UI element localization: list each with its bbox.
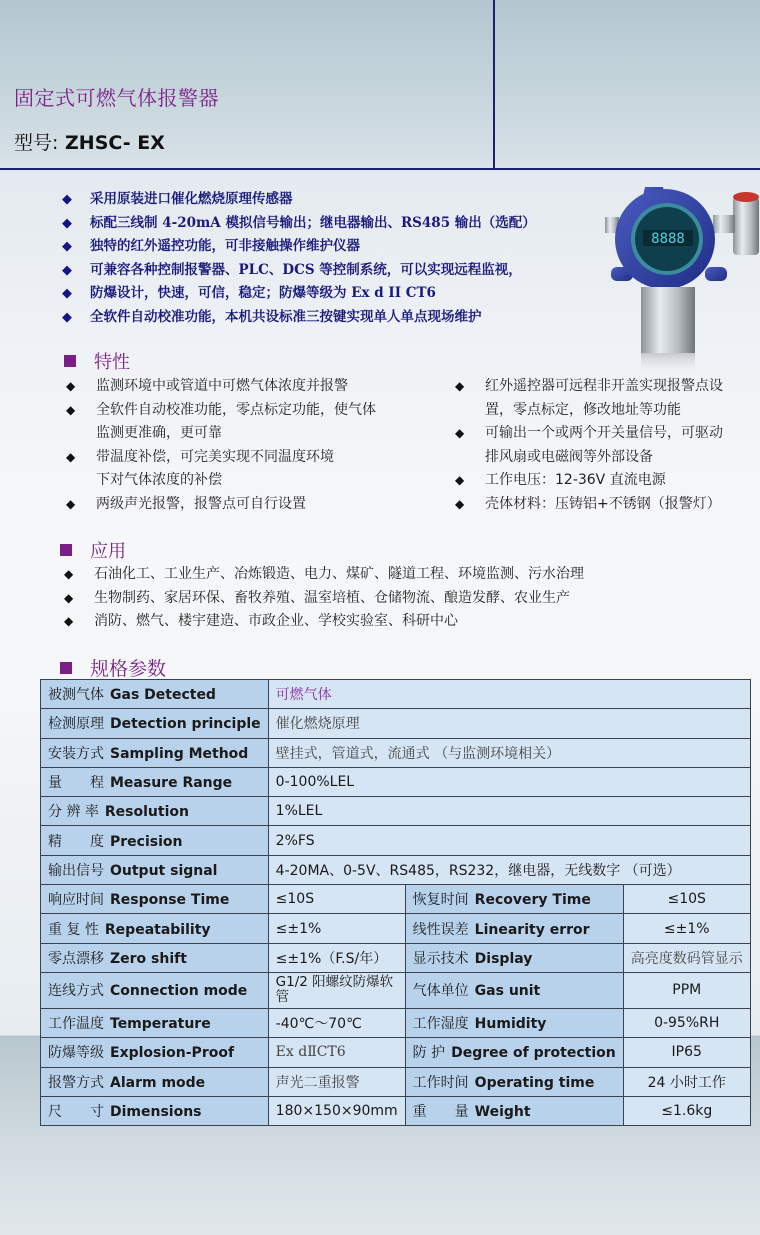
diamond-bullet-icon: ◆ [455, 496, 465, 511]
table-row [41, 709, 751, 738]
table-row [41, 885, 751, 914]
list-item: ◆ 防爆设计，快速，可信，稳定；防爆等级为 Ex d II CT6 [62, 282, 536, 306]
spec-label: 工作时间 Operating time [405, 1067, 623, 1096]
spec-value: ≤±1%（F.S/年） [268, 943, 405, 972]
spec-label: 线性误差 Linearity error [405, 914, 623, 943]
spec-value: 壁挂式，管道式，流通式 （与监测环境相关） [268, 738, 750, 767]
list-item: ◆ 监测环境中或管道中可燃气体浓度并报警 [66, 375, 376, 399]
spec-label: 防爆等级 Explosion-Proof [41, 1038, 269, 1067]
diamond-bullet-icon: ◆ [66, 449, 76, 464]
spec-value: ≤10S [623, 885, 750, 914]
list-item: ◆ 带温度补偿，可完美实现不同温度环境 下对气体浓度的补偿 [66, 446, 376, 493]
table-row [41, 1067, 751, 1096]
features-list-right [455, 375, 723, 516]
spec-value: 可燃气体 [268, 680, 750, 709]
sensor-probe [641, 287, 695, 353]
spec-label: 响应时间 Response Time [41, 885, 269, 914]
list-item: ◆ 全软件自动校准功能，零点标定功能，使气体 监测更准确，更可靠 [66, 399, 376, 446]
spec-value: PPM [623, 972, 750, 1008]
section-heading-applications: 应用 [60, 537, 126, 563]
spec-value: 高亮度数码管显示 [623, 943, 750, 972]
list-item: ◆ 红外遥控器可远程非开盖实现报警点设 置，零点标定，修改地址等功能 [455, 375, 723, 422]
section-square-icon [60, 662, 72, 674]
model-label: 型号: [14, 132, 59, 154]
spec-value: ≤10S [268, 885, 405, 914]
list-item: ◆ 可兼容各种控制报警器、PLC、DCS 等控制系统，可以实现远程监视， [62, 259, 536, 283]
table-row [41, 972, 751, 1008]
spec-label: 气体单位 Gas unit [405, 972, 623, 1008]
diamond-bullet-icon: ◆ [455, 426, 465, 440]
list-item: ◆ 采用原装进口催化燃烧原理传感器 [62, 188, 536, 212]
diamond-bullet-icon: ◆ [62, 192, 72, 207]
diamond-bullet-icon: ◆ [62, 215, 72, 231]
spec-label: 防 护 Degree of protection [405, 1038, 623, 1067]
spec-value: IP65 [623, 1038, 750, 1067]
diamond-bullet-icon: ◆ [62, 309, 72, 325]
diamond-bullet-icon: ◆ [66, 379, 76, 393]
table-row [41, 680, 751, 709]
section-square-icon [64, 355, 76, 367]
diamond-bullet-icon: ◆ [62, 239, 72, 254]
spec-label: 安装方式 Sampling Method [41, 738, 269, 767]
spec-value: 24 小时工作 [623, 1067, 750, 1096]
list-item: ◆ 生物制药、家居环保、畜牧养殖、温室培植、仓储物流、酿造发酵、农业生产 [64, 587, 584, 611]
spec-value: 催化燃烧原理 [268, 709, 750, 738]
diamond-bullet-icon: ◆ [64, 614, 74, 628]
spec-label: 重 量 Weight [405, 1096, 623, 1125]
spec-label: 检测原理 Detection principle [41, 709, 269, 738]
spec-value: 0-100%LEL [268, 767, 750, 796]
diamond-bullet-icon: ◆ [66, 402, 76, 417]
spec-table [40, 679, 751, 1126]
section-square-icon [60, 544, 72, 556]
table-row [41, 767, 751, 796]
header-horizontal-rule [0, 168, 760, 170]
spec-value: -40℃～70℃ [268, 1008, 405, 1037]
spec-label: 连线方式 Connection mode [41, 972, 269, 1008]
diamond-bullet-icon: ◆ [455, 379, 465, 393]
spec-label: 工作湿度 Humidity [405, 1008, 623, 1037]
page-title: 固定式可燃气体报警器 [14, 86, 219, 110]
diamond-bullet-icon: ◆ [64, 567, 74, 581]
list-item: ◆ 工作电压：12-36V 直流电源 [455, 469, 723, 493]
spec-label: 报警方式 Alarm mode [41, 1067, 269, 1096]
list-item: ◆ 两级声光报警，报警点可自行设置 [66, 493, 376, 517]
spec-value: ≤±1% [268, 914, 405, 943]
spec-label: 输出信号 Output signal [41, 855, 269, 884]
spec-value: 2%FS [268, 826, 750, 855]
table-row [41, 855, 751, 884]
spec-label: 被测气体 Gas Detected [41, 680, 269, 709]
model-value: ZHSC- EX [58, 132, 165, 154]
diamond-bullet-icon: ◆ [455, 473, 465, 487]
spec-label: 精 度 Precision [41, 826, 269, 855]
table-row [41, 1008, 751, 1037]
table-row [41, 914, 751, 943]
diamond-bullet-icon: ◆ [62, 286, 72, 301]
table-row [41, 826, 751, 855]
spec-value: 1%LEL [268, 797, 750, 826]
display-readout: 8888 [651, 231, 685, 247]
spec-value: 180×150×90mm [268, 1096, 405, 1125]
list-item: ◆ 标配三线制 4-20mA 模拟信号输出；继电器输出、RS485 输出（选配） [62, 212, 536, 236]
spec-label: 恢复时间 Recovery Time [405, 885, 623, 914]
spec-value: 0-95%RH [623, 1008, 750, 1037]
list-item: ◆ 壳体材料：压铸铝+不锈钢（报警灯） [455, 493, 723, 517]
table-row [41, 1038, 751, 1067]
spec-value: ≤1.6kg [623, 1096, 750, 1125]
spec-value: 4-20MA、0-5V、RS485，RS232，继电器，无线数字 （可选） [268, 855, 750, 884]
applications-list [64, 563, 584, 634]
diamond-bullet-icon: ◆ [66, 496, 76, 511]
table-row [41, 1096, 751, 1125]
intro-bullet-list [62, 188, 536, 329]
section-heading-specs: 规格参数 [60, 654, 166, 681]
spec-value: ≤±1% [623, 914, 750, 943]
list-item: ◆ 可输出一个或两个开关量信号，可驱动 排风扇或电磁阀等外部设备 [455, 422, 723, 469]
spec-label: 分 辨 率 Resolution [41, 797, 269, 826]
spec-label: 工作温度 Temperature [41, 1008, 269, 1037]
table-row [41, 797, 751, 826]
table-row [41, 738, 751, 767]
model-number [14, 128, 165, 155]
list-item: ◆ 全软件自动校准功能，本机共设标准三按键实现单人单点现场维护 [62, 306, 536, 330]
spec-label: 显示技术 Display [405, 943, 623, 972]
spec-label: 量 程 Measure Range [41, 767, 269, 796]
spec-label: 零点漂移 Zero shift [41, 943, 269, 972]
diamond-bullet-icon: ◆ [64, 590, 74, 605]
features-list-left [66, 375, 376, 516]
spec-label: 重 复 性 Repeatability [41, 914, 269, 943]
list-item: ◆ 石油化工、工业生产、冶炼锻造、电力、煤矿、隧道工程、环境监测、污水治理 [64, 563, 584, 587]
list-item: ◆ 独特的红外遥控功能，可非接触操作维护仪器 [62, 235, 536, 259]
product-image [605, 175, 760, 380]
header-vertical-rule [493, 0, 495, 170]
section-heading-features: 特性 [64, 348, 130, 374]
table-row [41, 943, 751, 972]
diamond-bullet-icon: ◆ [62, 262, 72, 278]
alarm-lamp [733, 197, 759, 255]
spec-value: 声光二重报警 [268, 1067, 405, 1096]
list-item: ◆ 消防、燃气、楼宇建造、市政企业、学校实验室、科研中心 [64, 610, 584, 634]
spec-value: G1/2 阳螺纹防爆软管 [268, 972, 405, 1008]
spec-value: Ex dⅡCT6 [268, 1038, 405, 1067]
spec-label: 尺 寸 Dimensions [41, 1096, 269, 1125]
